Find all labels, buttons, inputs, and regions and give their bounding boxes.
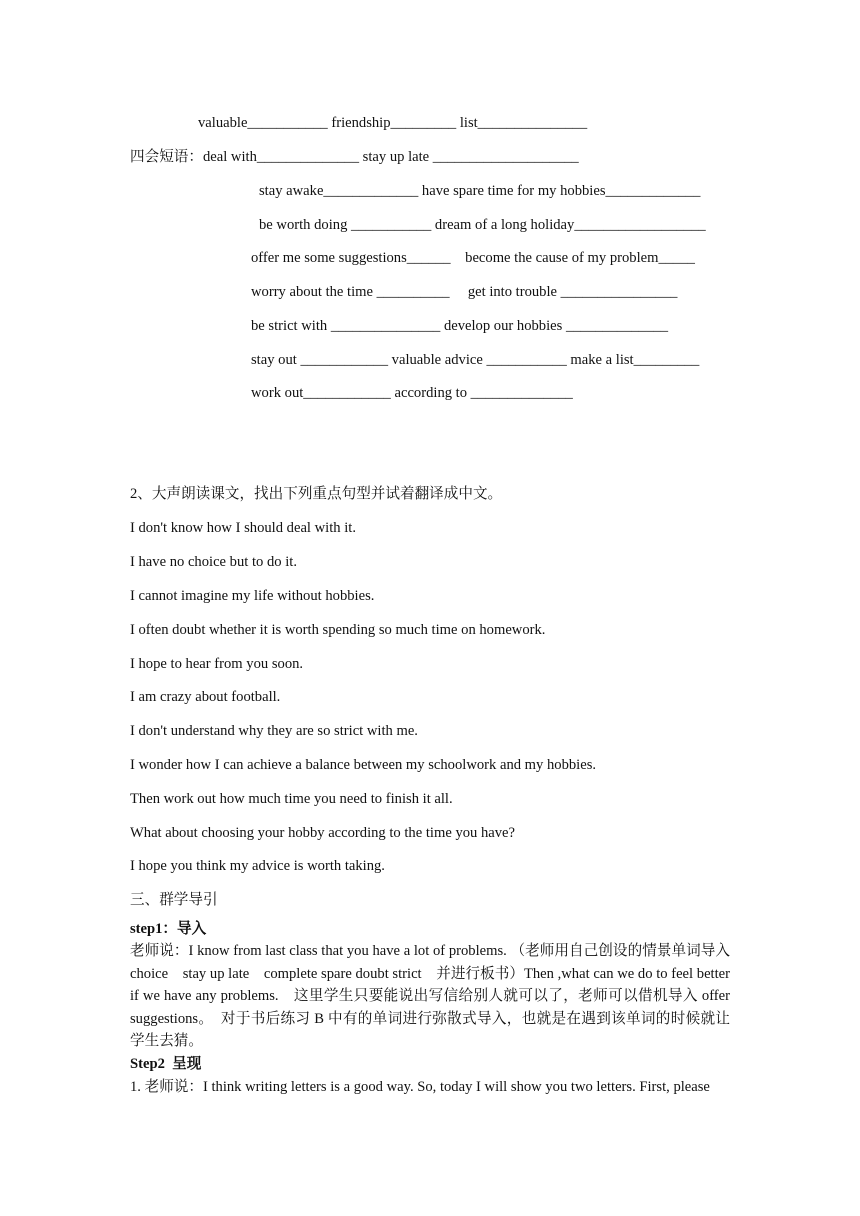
section-2-title: 2、大声朗读课文，找出下列重点句型并试着翻译成中文。 <box>130 486 503 502</box>
section-3-title: 三、群学导引 <box>130 892 218 908</box>
vocab-line-2: 四会短语：deal with______________ stay up late ____________________ <box>130 149 579 165</box>
step-1-label: step1：导入 <box>130 921 207 937</box>
vocab-line-6: worry about the time __________ get into trouble ________________ <box>251 284 678 300</box>
sentence-11: I hope you think my advice is worth taking. <box>130 858 385 874</box>
vocab-line-9: work out____________ according to ______________ <box>251 385 573 401</box>
sentence-5: I hope to hear from you soon. <box>130 656 304 672</box>
vocab-line-4: be worth doing ___________ dream of a long holiday__________________ <box>259 217 706 233</box>
step-1-paragraph: 老师说：I know from last class that you have a lot of problems. （老师用自己创设的情景单词导入 choice stay up late complete spare doubt strict 并进行板书）Then ,what can we do to feel better if we have any problems. 这里学生只要能说出写信给别人就可以了，老师可以借机导入 offer suggestions。 对于书后练习 B 中有的单词进行弥散式导入，也就是在遇到该单词的时候就让学生去猜。 <box>130 943 745 1049</box>
sentence-2: I have no choice but to do it. <box>130 554 297 570</box>
step-2-label: Step2 呈现 <box>130 1056 202 1072</box>
step-2-paragraph: 1. 老师说：I think writing letters is a good way. So, today I will show you two letters. First, please <box>130 1079 710 1095</box>
sentence-3: I cannot imagine my life without hobbies. <box>130 588 375 604</box>
sentence-7: I don't understand why they are so strict with me. <box>130 723 418 739</box>
sentence-1: I don't know how I should deal with it. <box>130 520 356 536</box>
vocab-line-7: be strict with _______________ develop our hobbies ______________ <box>251 318 669 334</box>
vocab-line-1: valuable___________ friendship_________ list_______________ <box>198 115 588 131</box>
vocab-line-8: stay out ____________ valuable advice ___________ make a list_________ <box>251 352 700 368</box>
sentence-4: I often doubt whether it is worth spending so much time on homework. <box>130 622 546 638</box>
vocab-line-3: stay awake_____________ have spare time for my hobbies_____________ <box>259 183 701 199</box>
sentence-10: What about choosing your hobby according to the time you have? <box>130 825 516 841</box>
sentence-9: Then work out how much time you need to finish it all. <box>130 791 453 807</box>
vocab-line-5: offer me some suggestions______ become the cause of my problem_____ <box>251 250 695 266</box>
sentence-8: I wonder how I can achieve a balance between my schoolwork and my hobbies. <box>130 757 597 773</box>
sentence-6: I am crazy about football. <box>130 689 281 705</box>
